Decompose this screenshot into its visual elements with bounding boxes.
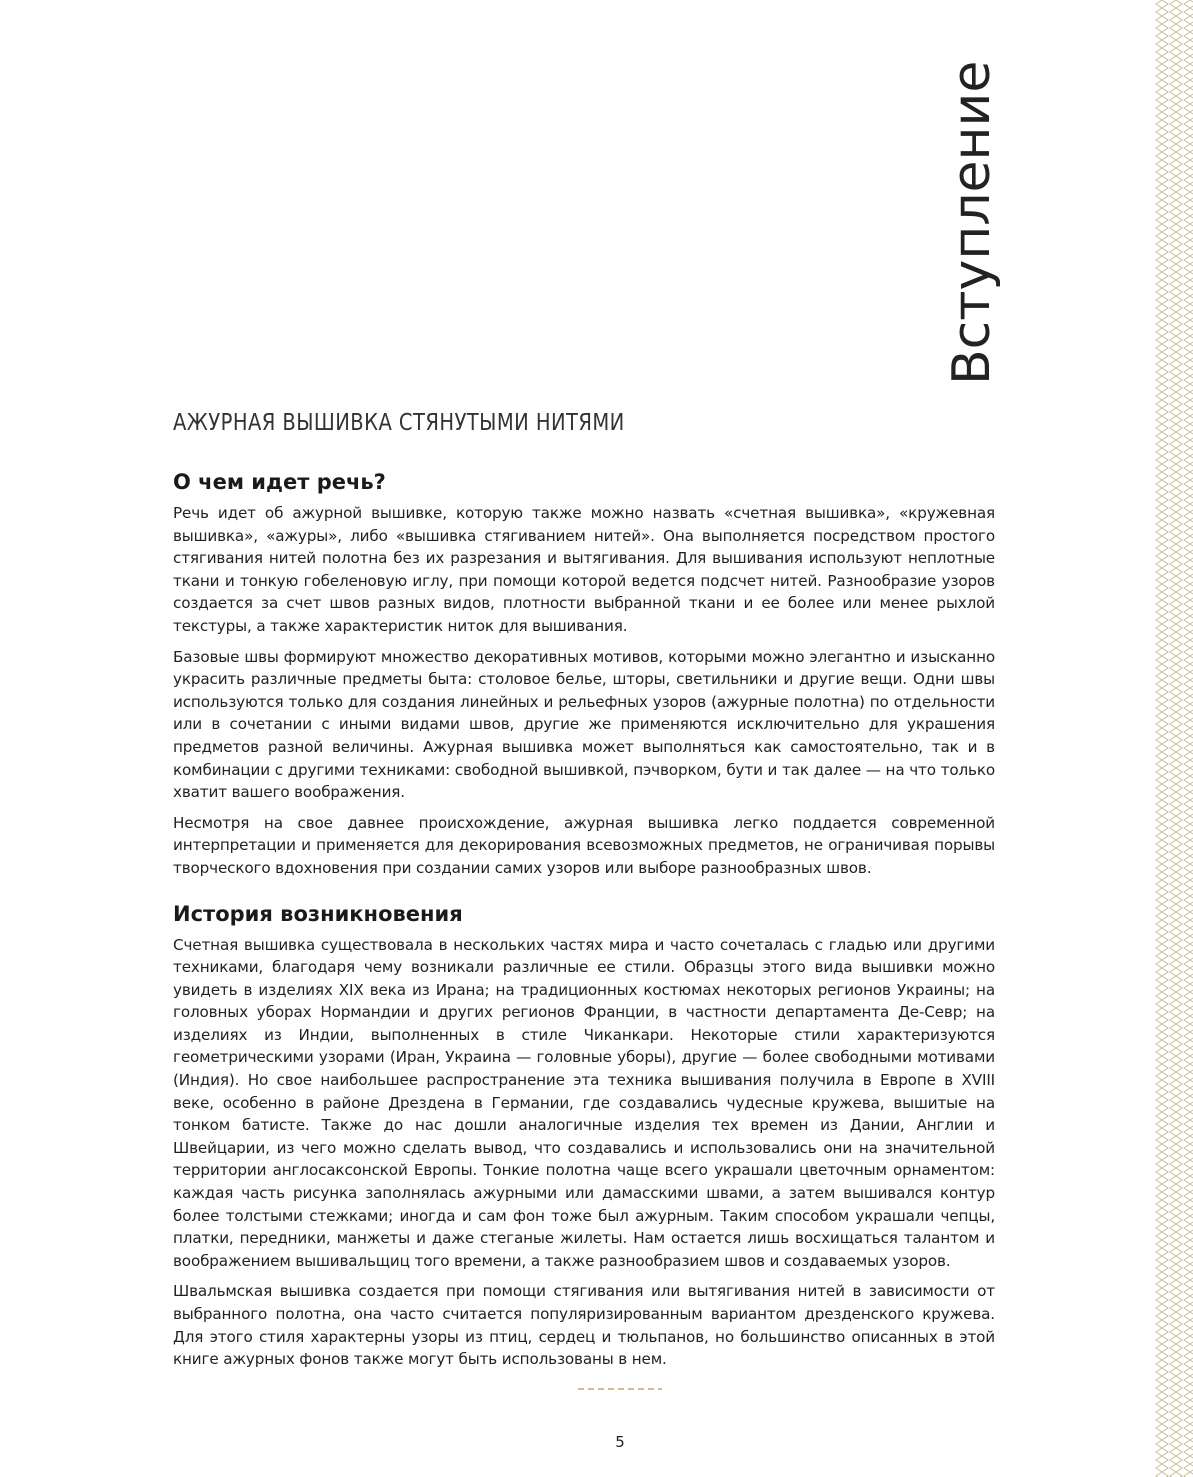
heading-what: О чем идет речь? — [173, 470, 386, 494]
section-title: АЖУРНАЯ ВЫШИВКА СТЯНУТЫМИ НИТЯМИ — [173, 410, 625, 436]
paragraph-3: Несмотря на свое давнее происхождение, ажурная вышивка легко поддается современной интерпретации и применяется для декорирования всевозможных предметов, не ограничивая порывы творческого вдохновения при создании самих узоров или выборе разнообразных швов. — [173, 813, 995, 877]
paragraph-5: Швальмская вышивка создается при помощи стягивания или вытягивания нитей в зависимости от выбранного полотна, она часто считается популяризированным вариантом дрезденского кружева. Для этого стиля характерны узоры из птиц, сердец и тюльпанов, но большинство описанных в этой книге ажурных фонов также могут быть использованы в нем. — [173, 1282, 995, 1369]
decorative-border-pattern — [1155, 0, 1193, 1477]
page-number: 5 — [615, 1433, 625, 1451]
paragraph-2: Базовые швы формируют множество декоративных мотивов, которыми можно элегантно и изысканно украсить различные предметы быта: столовое белье, шторы, светильники и другие вещи. Одни швы используются только для создания линейных и рельефных узоров (ажурные полотна) по отдельности или в сочетании с иными видами швов, другие же применяются исключительно для украшения предметов разной величины. Ажурная вышивка может выполняться как самостоятельно, так и в комбинации с другими техниками: свободной вышивкой, пэчворком, бути и так далее — на что только хватит вашего воображения. — [173, 647, 995, 802]
chapter-title: Вступление — [942, 60, 1002, 385]
paragraph-1: Речь идет об ажурной вышивке, которую также можно назвать «счетная вышивка», «кружевная вышивка», «ажуры», либо «вышивка стягиванием нитей». Она выполняется посредством простого стягивания нитей полотна без их разрезания и вытягивания. Для вышивания используют неплотные ткани и тонкую гобеленовую иглу, при помощи которой ведется подсчет нитей. Разнообразие узоров создается за счет швов разных видов, плотности выбранной ткани и ее более или менее рыхлой текстуры, а также характеристик ниток для вышивания. — [173, 504, 995, 635]
main-content — [173, 470, 995, 1379]
paragraph-4: Счетная вышивка существовала в нескольких частях мира и часто сочеталась с гладью или другими техниками, благодаря чему возникали различные ее стили. Образцы этого вида вышивки можно увидеть в изделиях XIX века из Ирана; на традиционных костюмах некоторых регионов Украины; на головных уборах Нормандии и других регионов Франции, в частности департамента Де-Севр; на изделиях из Индии, выполненных в стиле Чиканкари. Некоторые стили характеризуются геометрическими узорами (Иран, Украина — головные уборы), другие — более свободными мотивами (Индия). Но свое наибольшее распространение эта техника вышивания получила в Европе в XVIII веке, особенно в районе Дрездена в Германии, где создавались чудесные кружева, вышитые на тонком батисте. Также до нас дошли аналогичные изделия тех времен из Дании, Англии и Швейцарии, из чего можно сделать вывод, что создавались и использовались они на значительной территории англосаксонской Европы. Тонкие полотна чаще всего украшали цветочным орнаментом: каждая часть рисунка заполнялась ажурными или дамасскими швами, а затем вышивался контур более толстыми стежками; иногда и сам фон тоже был ажурным. Таким способом украшали чепцы, платки, передники, манжеты и даже стеганые жилеты. Нам остается лишь восхищаться талантом и воображением вышивальщиц того времени, а также разнообразием швов и создаваемых узоров. — [173, 935, 995, 1270]
heading-history: История возникновения — [173, 901, 463, 926]
footer-dashes-ornament — [578, 1387, 662, 1391]
